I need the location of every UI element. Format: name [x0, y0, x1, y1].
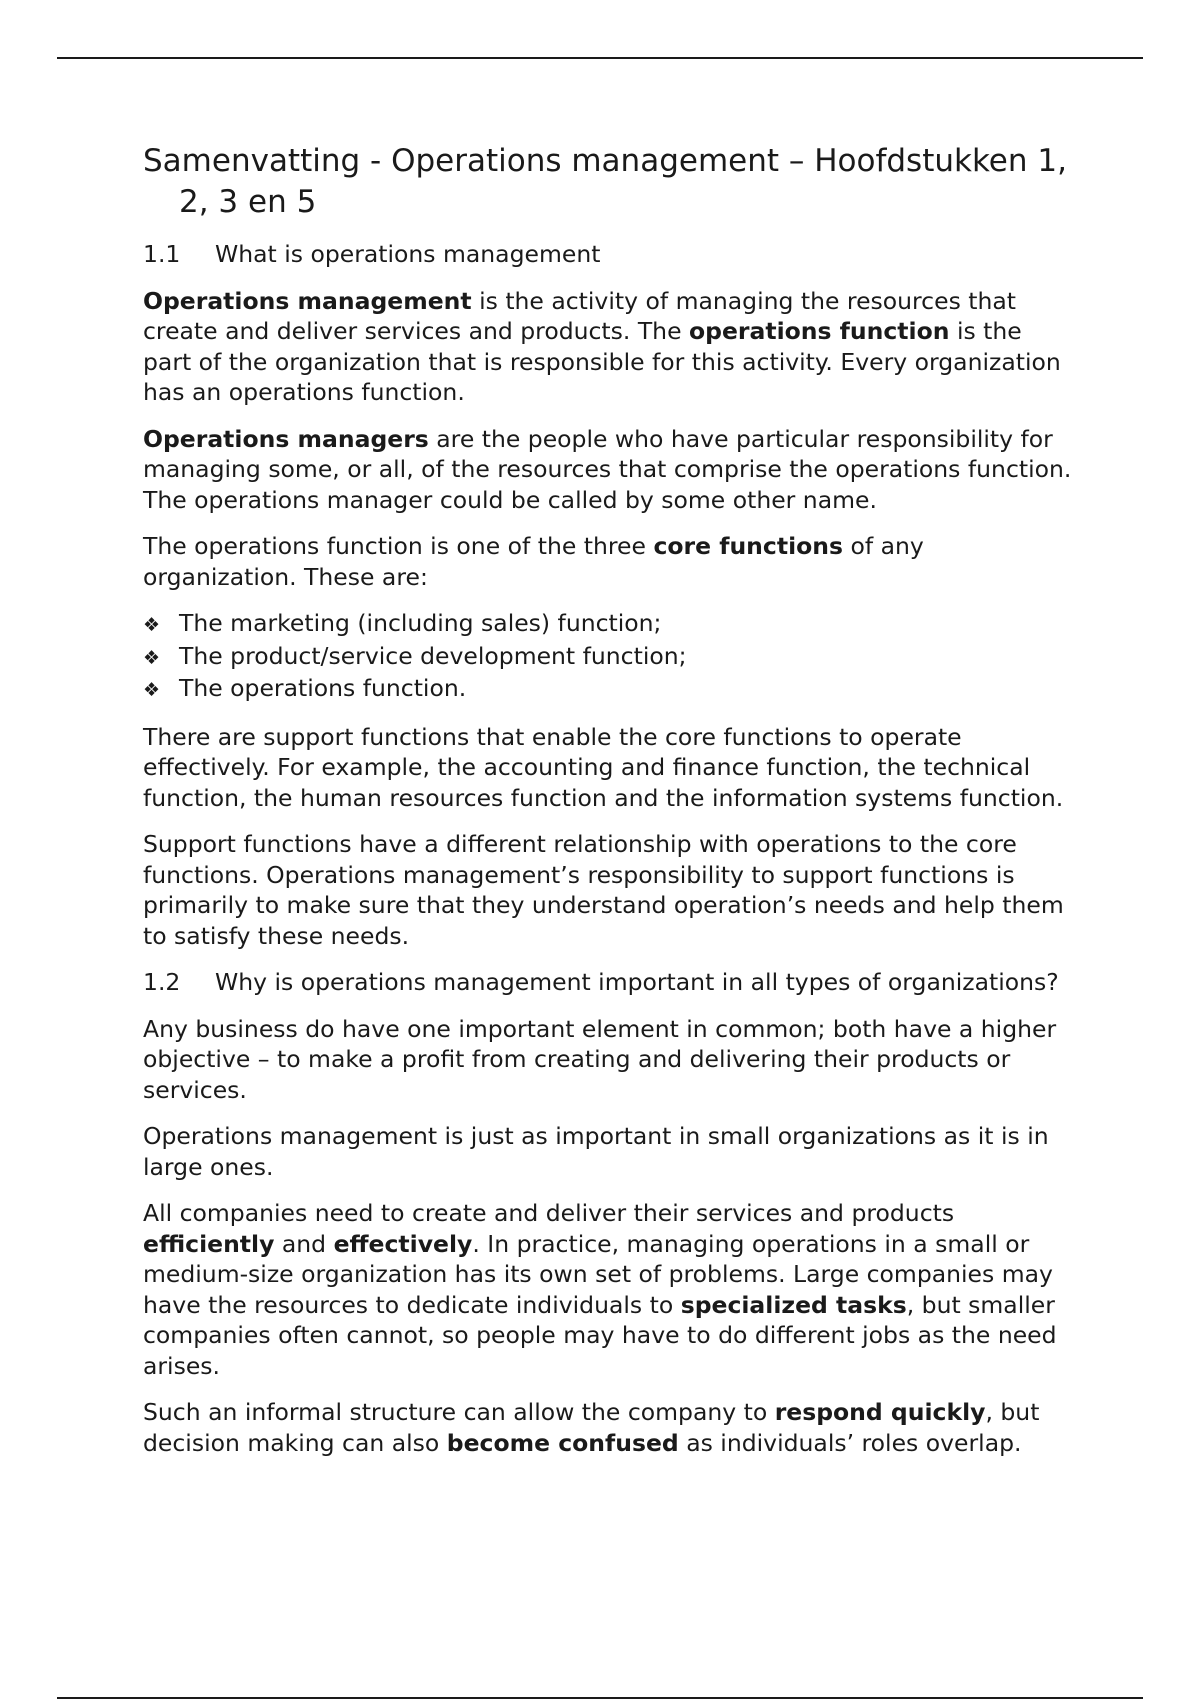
paragraph: Operations management is just as important in small organizations as it is in large ones.: [143, 1122, 1049, 1181]
footer-rule: [57, 1697, 1143, 1699]
bold-term: operations function: [689, 317, 950, 345]
four-diamond-bullet-icon: ❖: [143, 614, 161, 636]
section-heading-1-1: [143, 239, 1073, 270]
section-number: 1.2: [143, 968, 181, 996]
list-item: ❖ The marketing (including sales) function;: [143, 608, 1073, 641]
paragraph: All companies need to create and deliver their services and products efficiently and effectively. In practice, managing operations in a small or medium-size organization has its own set of problems. Large companies may have the resources to dedicate individuals to specialized tasks, but smaller companies often cannot, so people may have to do different jobs as the need arises.: [143, 1199, 1057, 1380]
bold-term: specialized tasks: [680, 1290, 907, 1319]
four-diamond-bullet-icon: ❖: [143, 679, 161, 701]
bold-term: core functions: [653, 532, 843, 560]
paragraph: Operations management is the activity of managing the resources that create and deliver services and products. The operations function is the part of the organization that is responsible for this activity. Every organization has an operations function.: [143, 286, 1061, 406]
bold-term: effectively: [333, 1229, 473, 1258]
bold-term: respond quickly: [774, 1398, 986, 1426]
four-diamond-bullet-icon: ❖: [143, 646, 161, 669]
list-item: ❖ The product/service development function;: [143, 641, 1073, 674]
paragraph: Support functions have a different relationship with operations to the core functions. Operations management’s responsibility to support functions is primarily to make sure that they understand operation’s needs and help them to satisfy these needs.: [143, 830, 1064, 950]
section-number: 1.1: [143, 240, 181, 268]
paragraph: There are support functions that enable the core functions to operate effectively. For example, the accounting and finance function, the technical function, the human resources function and the information systems function.: [143, 722, 1064, 812]
paragraph: The operations function is one of the three core functions of any organization. These are:: [143, 532, 924, 591]
bold-term: become confused: [446, 1428, 679, 1457]
paragraph: Such an informal structure can allow the company to respond quickly, but decision making can also become confused as individuals’ roles overlap.: [143, 1398, 1040, 1457]
bold-term: efficiently: [143, 1229, 275, 1258]
core-functions-list: [143, 608, 1073, 706]
section-heading-text: What is operations management: [215, 240, 601, 268]
list-item: ❖ The operations function.: [143, 673, 1073, 706]
document-title: Samenvatting - Operations management – Hoofdstukken 1, 2, 3 en 5: [143, 143, 1067, 220]
section-heading-1-2: [143, 967, 1073, 998]
bold-term: Operations managers: [143, 424, 429, 453]
section-heading-text: Why is operations management important in all types of organizations?: [215, 968, 1059, 996]
bold-term: Operations management: [143, 286, 472, 315]
paragraph: Operations managers are the people who have particular responsibility for managing some, or all, of the resources that comprise the operations function. The operations manager could be called by some other name.: [143, 424, 1072, 514]
header-rule: [57, 57, 1143, 59]
document-body: [143, 141, 1073, 1474]
paragraph: Any business do have one important element in common; both have a higher objective – to make a profit from creating and delivering their products or services.: [143, 1014, 1057, 1104]
